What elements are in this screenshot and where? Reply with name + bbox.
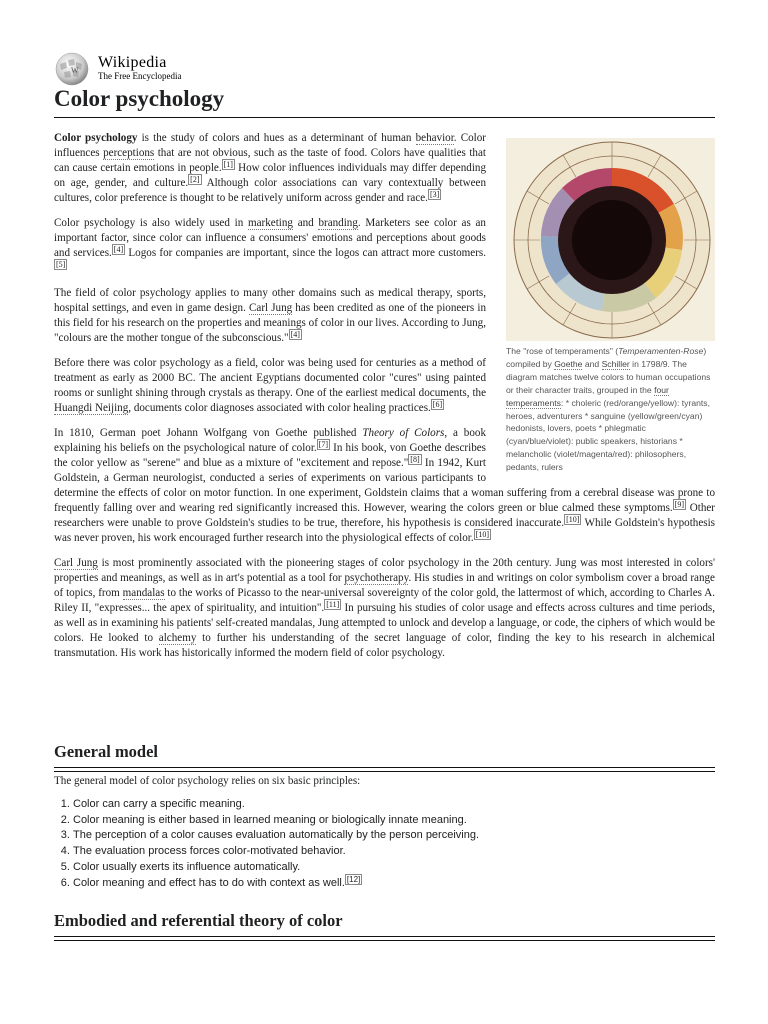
citation-9[interactable]: [9] <box>674 500 685 509</box>
citation-8[interactable]: [8] <box>410 455 420 464</box>
link-behavior[interactable]: behavior <box>415 132 454 144</box>
caption-text: : * choleric (red/orange/yellow): tyrants, heroes, adventurers * sanguine (yellow/green/cyan) hedonists, lovers, poets * phlegmatic (cyan/blue/violet): public speakers, historians * melancholic (violet/magenta/red): philosophers, pedants, rulers <box>506 397 710 473</box>
caption-italic: Temperamenten-Rose <box>618 346 704 356</box>
link-goethe[interactable]: Goethe <box>554 358 583 369</box>
svg-text:W: W <box>71 66 79 75</box>
list-item: 5. Color usually exerts its influence automatically. <box>73 860 713 876</box>
text: Other researchers were unable to prove Goldstein's studies to be true, therefore, his hypothesis is considered inaccurate. <box>54 502 715 529</box>
text: has been credited as one of the pioneers in this field for his research on the properties and meanings of color in our lives. According to Jung, "colours are the mother tongue of the subconscious." <box>54 302 486 344</box>
citation-7[interactable]: [7] <box>318 440 329 449</box>
text: The field of color psychology applies to many other domains such as medical therapy, sports, hospital settings, and even in game design. <box>54 287 486 314</box>
text: to the works of Picasso to the near-universal sovereignty of the color gold, the lattermost of which, according to Charles A. Riley II, "expresses... the apex of spirituality, and intuition". <box>54 587 715 614</box>
text: is most prominently associated with the pioneering stages of color psychology in the 20th century. Jung was most interested in colors' properties and meanings, as well as in art's potential as a tool for <box>54 557 715 584</box>
list-item <box>73 876 713 892</box>
citation-2[interactable]: [2] <box>190 175 200 184</box>
citation-5[interactable]: [5] <box>56 260 66 269</box>
text: Before there was color psychology as a field, color was being used for centuries as a method of treatment as early as 2000 BC. The ancient Egyptians documented color "cures" using painted rooms or sunlight shining through crystals as therapy. One of the earliest medical documents, the <box>54 357 486 399</box>
heading-general-model: General model <box>54 742 715 768</box>
text: Although color associations can vary contextually between cultures, color preference is thought to be relatively uniform across gender and race. <box>54 177 486 204</box>
text: In 1810, German poet Johann Wolfgang von Goethe published <box>54 427 363 439</box>
list-item: 1. Color can carry a specific meaning. <box>73 797 713 813</box>
citation-4[interactable]: [4] <box>290 330 300 339</box>
text: In his book, von Goethe describes the color yellow as "serene" and blue as a mixture of "excitement and repose." <box>54 442 486 469</box>
paragraph-6 <box>54 556 715 661</box>
figure-caption <box>506 345 715 474</box>
list-item-text: Color meaning and effect has to do with context as well. <box>73 876 345 889</box>
link-carl-jung[interactable]: Carl Jung <box>54 557 98 569</box>
text: , documents color diagnoses associated with color healing practices. <box>128 402 431 414</box>
text: . Marketers see color as an important factor, since color can influence a consumers' emotions and perceptions about goods and services. <box>54 217 486 259</box>
heading-embodied-theory: Embodied and referential theory of color <box>54 911 715 937</box>
text: How color influences individuals may differ depending on age, gender, and culture. <box>54 162 486 189</box>
list-item: 3. The perception of a color causes evaluation automatically by the person perceiving. <box>73 828 713 844</box>
citation-6[interactable]: [6] <box>432 400 443 409</box>
link-huangdi-neijing[interactable]: Huangdi Neijing <box>54 402 129 414</box>
tagline: The Free Encyclopedia <box>98 71 182 81</box>
caption-text: in 1798/9. The diagram matches twelve colors to human occupations or their character traits, grouped in the <box>506 358 711 395</box>
lead-term: Color psychology <box>54 132 138 144</box>
link-alchemy[interactable]: alchemy <box>158 632 197 644</box>
text: , a book explaining his beliefs on the psychological nature of color. <box>54 427 486 454</box>
link-carl-jung[interactable]: Carl Jung <box>249 302 293 314</box>
text: Logos for companies are important, since the logos can attract more customers. <box>125 247 486 259</box>
caption-text: ) compiled by <box>506 346 707 369</box>
link-branding[interactable]: branding <box>318 217 358 229</box>
link-psychotherapy[interactable]: psychotherapy <box>344 572 409 584</box>
citation-10[interactable]: [10] <box>566 515 580 524</box>
rose-of-temperaments-image[interactable] <box>506 138 715 341</box>
list-item: 2. Color meaning is either based in learned meaning or biologically innate meaning. <box>73 813 713 829</box>
text: In 1942, Kurt Goldstein, a German neurologist, conducted a series of experiments on various participants to determine the effects of color on motor function. In one experiment, Goldstein claims that a woman suffering from a cerebral disease was prone to frequently falling over and wearing red significantly increased this. However, wearing the colors green or blue calmed these symptoms. <box>54 457 715 514</box>
principles-list <box>54 797 713 891</box>
list-item: 4. The evaluation process forces color-motivated behavior. <box>73 844 713 860</box>
text: Color psychology is also widely used in <box>54 217 248 229</box>
link-schiller[interactable]: Schiller <box>601 358 630 369</box>
citation-11[interactable]: [11] <box>326 600 340 609</box>
book-title: Theory of Colors <box>362 427 445 439</box>
text: While Goldstein's hypothesis was never proven, his work encouraged further research into the physiological effects of color. <box>54 517 715 544</box>
text: . His studies in and writings on color symbolism cover a broad range of topics, from <box>54 572 715 599</box>
citation-12[interactable]: [12] <box>346 874 361 884</box>
figure-rose-of-temperaments <box>506 138 715 474</box>
link-marketing[interactable]: marketing <box>247 217 293 229</box>
link-mandalas[interactable]: mandalas <box>122 587 165 599</box>
citation-3[interactable]: [3] <box>429 190 440 199</box>
link-four-temperaments[interactable]: four temperaments <box>506 384 669 408</box>
citation-4[interactable]: [4] <box>113 245 124 254</box>
wikipedia-globe-icon <box>54 52 90 86</box>
text: to further his understanding of the secret language of color, finding the key to his research in alchemical transmutation. His work has historically informed the modern field of color psychology. <box>54 632 715 659</box>
wordmark: Wikipedia <box>98 54 167 71</box>
text: that are not obvious, such as the taste of food. Colors have qualities that can cause certain emotions in people. <box>54 147 486 174</box>
text: In pursuing his studies of color usage and effects across cultures and time periods, as well as in examining his patients' self-created mandalas, Jung attempted to unlock and develop a language, or code, the ciphers of which would be colors. He looked to <box>54 602 715 644</box>
text: is the study of colors and hues as a determinant of human <box>137 132 416 144</box>
caption-text: The "rose of temperaments" ( <box>506 346 619 356</box>
article-body <box>54 131 715 671</box>
text: . Color influences <box>54 132 486 159</box>
text: and <box>292 217 319 229</box>
citation-1[interactable]: [1] <box>223 160 233 169</box>
page-title: Color psychology <box>54 84 715 118</box>
general-model-intro: The general model of color psychology relies on six basic principles: <box>54 775 361 787</box>
caption-text: and <box>582 358 602 369</box>
link-perceptions[interactable]: perceptions <box>103 147 155 159</box>
citation-10[interactable]: [10] <box>475 530 489 539</box>
